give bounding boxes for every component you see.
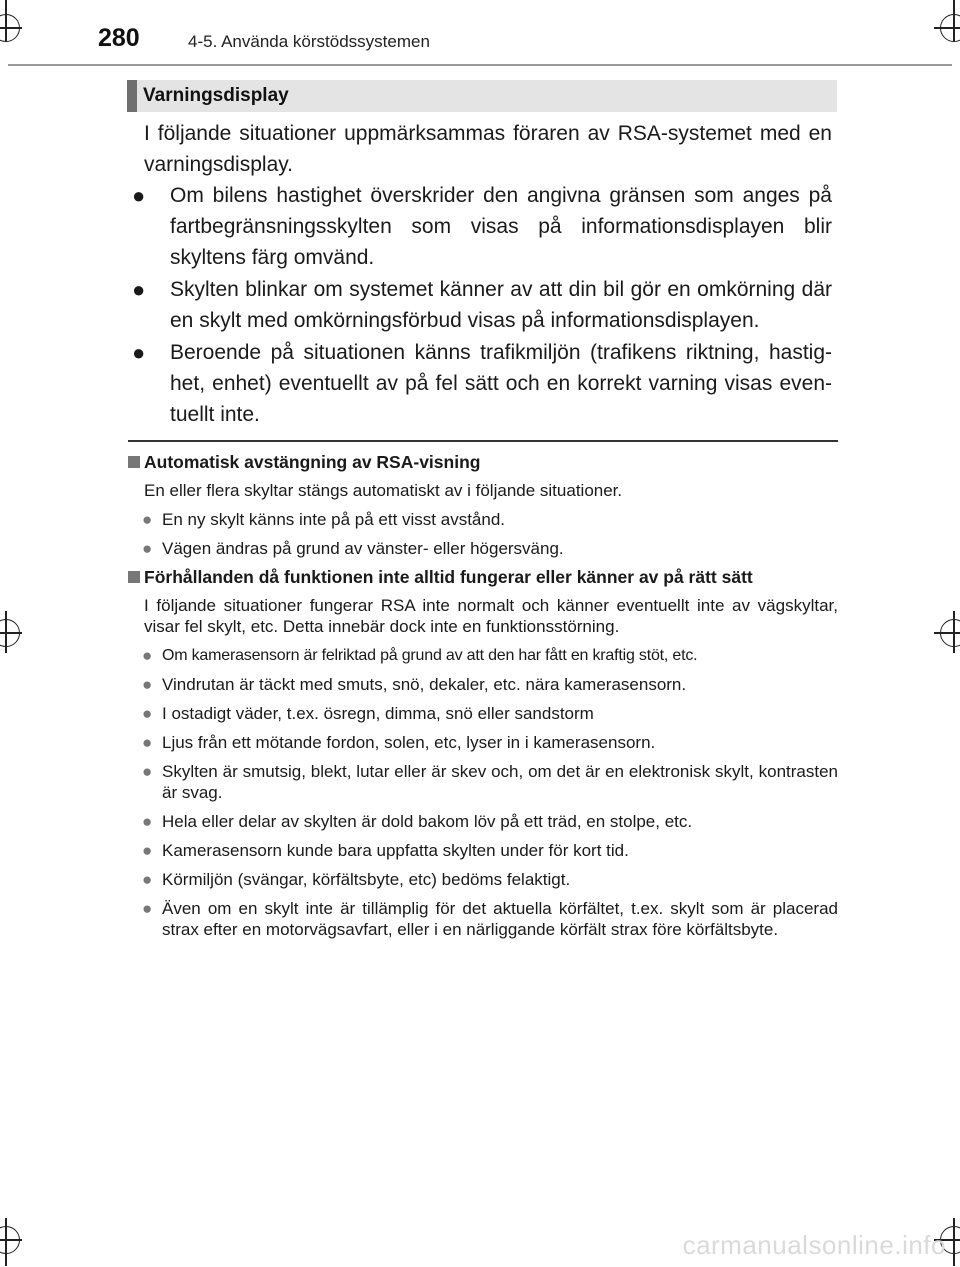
- list-item-text: Ljus från ett mötande fordon, solen, etc, lyser in i kamerasensorn.: [162, 733, 656, 752]
- list-item: [128, 337, 832, 430]
- list-item: [128, 645, 838, 666]
- section-divider: [128, 440, 838, 442]
- note-heading-auto-off: [128, 452, 838, 473]
- list-item: [128, 180, 832, 273]
- header-divider: [8, 64, 952, 66]
- page-number: 280: [98, 24, 140, 52]
- bullet-icon: ●: [142, 704, 153, 723]
- bullet-icon: ●: [142, 812, 153, 831]
- list-item-text: Skylten är smutsig, blekt, lutar eller är skev och, om det är en elektronisk skylt, kontrasten är svag.: [162, 762, 838, 802]
- bullet-icon: ●: [132, 183, 146, 208]
- list-item-text: Beroende på situationen känns trafikmiljön (trafikens riktning, hastig-het, enhet) eventuellt av på fel sätt och en korrekt varning visas even-tuellt inte.: [170, 341, 832, 426]
- list-item: [128, 732, 838, 753]
- note-heading-text: Förhållanden då funktionen inte alltid fungerar eller känner av på rätt sätt: [144, 567, 753, 587]
- bullet-icon: ●: [142, 899, 153, 918]
- list-item-text: Hela eller delar av skylten är dold bakom löv på ett träd, en stolpe, etc.: [162, 812, 693, 831]
- list-item-text: Vindrutan är täckt med smuts, snö, dekaler, etc. nära kamerasensorn.: [162, 675, 687, 694]
- bullet-icon: ●: [132, 277, 146, 302]
- list-item: [128, 811, 838, 832]
- list-item-text: Även om en skylt inte är tillämplig för det aktuella körfältet, t.ex. skylt som är placerad strax efter en motorvägsavfart, eller i en närliggande körfält strax före körfältsbyte.: [162, 899, 838, 939]
- list-item: [128, 703, 838, 724]
- page-header: [98, 24, 838, 58]
- square-marker-icon: [128, 456, 140, 468]
- section-heading-box: [127, 80, 837, 112]
- section-title: Varningsdisplay: [143, 85, 289, 106]
- note-paragraph: I följande situationer fungerar RSA inte normalt och känner eventuellt inte av vägskyltar, visar fel skylt, etc. Detta innebär dock inte en funktionsstörning.: [144, 596, 838, 636]
- list-item-text: Skylten blinkar om systemet känner av att din bil gör en omkörning där en skylt med omkörningsförbud visas på informationsdisplayen.: [170, 278, 832, 332]
- bullet-icon: ●: [132, 340, 146, 365]
- note-heading-conditions: [128, 567, 838, 588]
- note-paragraph: En eller flera skyltar stängs automatiskt av i följande situationer.: [144, 481, 623, 500]
- list-item: [128, 840, 838, 861]
- list-item: [128, 538, 838, 559]
- list-item: [128, 274, 832, 336]
- list-item-text: Om bilens hastighet överskrider den angivna gränsen som anges på fartbegränsningsskylten som visas på informationsdisplayen blir skyltens färg omvänd.: [170, 184, 832, 269]
- bullet-icon: ●: [142, 870, 153, 889]
- list-item: [128, 509, 838, 530]
- list-item-text: Vägen ändras på grund av vänster- eller högersväng.: [162, 539, 564, 558]
- chapter-title: 4-5. Använda körstödssystemen: [188, 32, 430, 51]
- warning-bullet-list: [128, 180, 832, 431]
- square-marker-icon: [128, 571, 140, 583]
- list-item-text: Kamerasensorn kunde bara uppfatta skylten under för kort tid.: [162, 841, 629, 860]
- list-item: [128, 761, 838, 803]
- notes-section: [128, 452, 838, 940]
- list-item-text: Körmiljön (svängar, körfältsbyte, etc) bedöms felaktigt.: [162, 870, 571, 889]
- list-item: [128, 869, 838, 890]
- bullet-icon: ●: [142, 510, 153, 529]
- list-item-text: Om kamerasensorn är felriktad på grund av att den har fått en kraftig stöt, etc.: [162, 647, 698, 664]
- list-item-text: I ostadigt väder, t.ex. ösregn, dimma, snö eller sandstorm: [162, 704, 594, 723]
- bullet-icon: ●: [142, 733, 153, 752]
- bullet-icon: ●: [142, 539, 153, 558]
- list-item-text: En ny skylt känns inte på på ett visst avstånd.: [162, 510, 506, 529]
- list-item: [128, 898, 838, 940]
- bullet-icon: ●: [142, 675, 153, 694]
- section-intro: I följande situationer uppmärksammas föraren av RSA-systemet med en varningsdisplay.: [144, 122, 832, 176]
- watermark: carmanualsonline.info: [682, 1230, 946, 1260]
- bullet-icon: ●: [142, 841, 153, 860]
- list-item: [128, 674, 838, 695]
- note-heading-text: Automatisk avstängning av RSA-visning: [144, 452, 481, 472]
- bullet-icon: ●: [142, 646, 153, 665]
- bullet-icon: ●: [142, 762, 153, 781]
